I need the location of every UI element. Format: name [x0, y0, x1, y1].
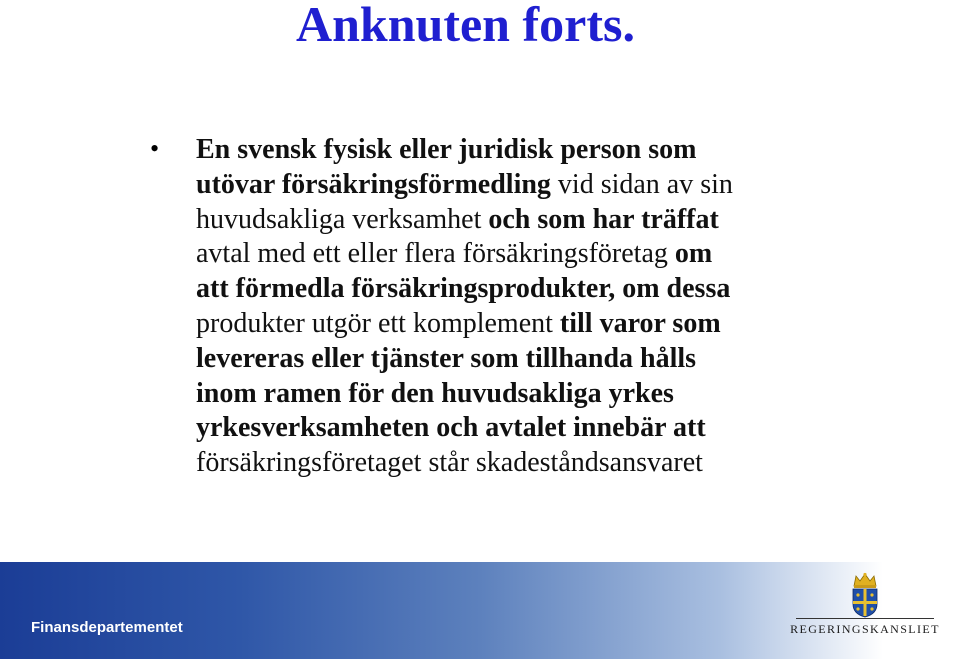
- text-segment: att förmedla försäkringsprodukter, om dessa: [196, 273, 731, 305]
- bullet-marker: •: [150, 134, 160, 163]
- text-segment: till varor som: [559, 307, 721, 339]
- text-segment: om: [674, 238, 713, 270]
- regeringskansliet-logo: [790, 572, 940, 642]
- logo-wordmark: REGERINGSKANSLIET: [790, 622, 940, 636]
- logo-divider: [796, 618, 934, 619]
- paragraph-line: [196, 133, 856, 168]
- paragraph-line: [196, 307, 856, 342]
- paragraph-line: [196, 272, 856, 307]
- text-segment: En svensk fysisk eller juridisk person som: [196, 134, 697, 165]
- bullet-paragraph: [196, 133, 856, 481]
- paragraph-line: [196, 411, 856, 446]
- paragraph-line: [196, 342, 856, 377]
- text-segment: levereras eller tjänster som tillhanda hålls: [196, 342, 697, 374]
- slide-title: Anknuten forts.: [296, 0, 635, 52]
- text-segment: försäkringsföretaget står skadeståndsansvaret: [196, 447, 703, 479]
- text-segment: avtal med ett eller flera försäkringsföretag: [196, 238, 675, 270]
- department-name: Finansdepartementet: [31, 619, 183, 636]
- text-segment: vid sidan av sin: [550, 168, 733, 200]
- text-segment: yrkesverksamheten och avtalet innebär att: [196, 412, 706, 444]
- paragraph-line: [196, 446, 856, 481]
- paragraph-line: [196, 377, 856, 412]
- text-segment: utövar försäkringsförmedling: [196, 168, 551, 200]
- swedish-crown-shield-icon: [846, 572, 884, 618]
- text-segment: inom ramen för den huvudsakliga yrkes: [196, 377, 674, 409]
- paragraph-line: [196, 237, 856, 272]
- text-segment: produkter utgör ett komplement: [196, 307, 560, 339]
- paragraph-line: [196, 168, 856, 203]
- text-segment: och som har träffat: [488, 203, 719, 235]
- paragraph-line: [196, 203, 856, 238]
- text-segment: huvudsakliga verksamhet: [196, 203, 489, 235]
